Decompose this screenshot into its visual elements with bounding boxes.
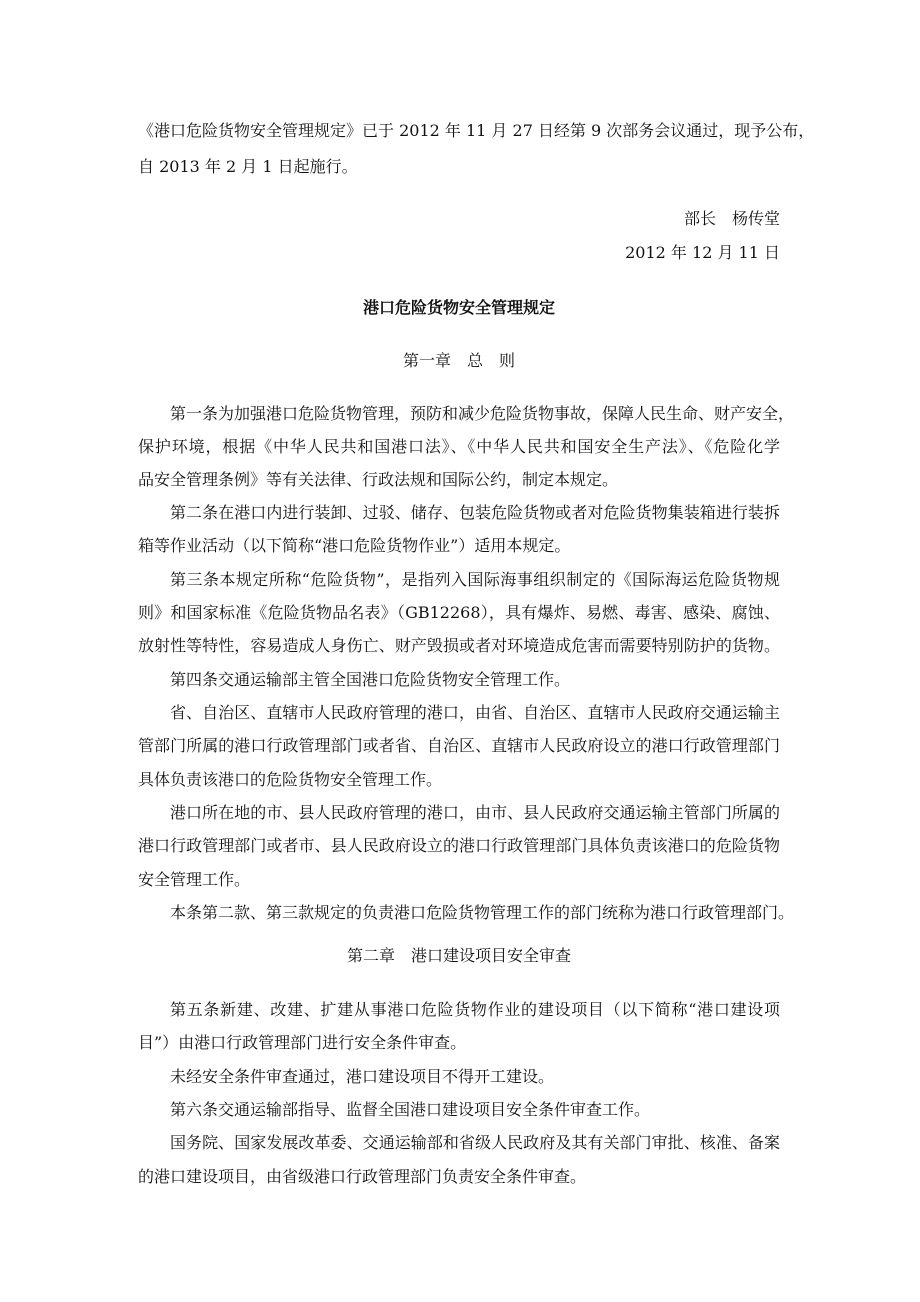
- paragraph-line: 国务院、国家发展改革委、交通运输部和省级人民政府及其有关部门审批、核准、备案: [170, 1133, 780, 1152]
- paragraph-line: 保护环境，根据《中华人民共和国港口法》、《中华人民共和国安全生产法》、《危险化学: [138, 437, 780, 456]
- paragraph-line: 第四条交通运输部主管全国港口危险货物安全管理工作。: [170, 670, 571, 689]
- paragraph-line: 安全管理工作。: [138, 870, 251, 889]
- paragraph-line: 港口行政管理部门或者市、县人民政府设立的港口行政管理部门具体负责该港口的危险货物: [138, 836, 780, 855]
- paragraph-line: 第五条新建、改建、扩建从事港口危险货物作业的建设项目（以下简称“港口建设项: [170, 1000, 780, 1019]
- preamble-line: 《港口危险货物安全管理规定》已于 2012 年 11 月 27 日经第 9 次部务会议通过，现予公布，: [138, 121, 815, 140]
- paragraph-line: 具体负责该港口的危险货物安全管理工作。: [138, 770, 443, 789]
- issue-date: 2012 年 12 月 11 日: [625, 243, 780, 262]
- paragraph-line: 本条第二款、第三款规定的负责港口危险货物管理工作的部门统称为港口行政管理部门。: [170, 903, 795, 922]
- paragraph-line: 管部门所属的港口行政管理部门或者省、自治区、直辖市人民政府设立的港口行政管理部门: [138, 736, 780, 755]
- paragraph-line: 港口所在地的市、县人民政府管理的港口，由市、县人民政府交通运输主管部门所属的: [170, 803, 780, 822]
- paragraph-line: 目”）由港口行政管理部门进行安全条件审查。: [138, 1033, 467, 1052]
- paragraph-line: 第二条在港口内进行装卸、过驳、储存、包装危险货物或者对危险货物集装箱进行装拆: [170, 503, 780, 522]
- preamble-line: 自 2013 年 2 月 1 日起施行。: [138, 157, 358, 176]
- paragraph-line: 品安全管理条例》等有关法律、行政法规和国际公约，制定本规定。: [138, 470, 619, 489]
- paragraph-line: 则》和国家标准《危险货物品名表》（GB12268），具有爆炸、易燃、毒害、感染、腐蚀、: [138, 603, 780, 622]
- chapter-heading: 第二章 港口建设项目安全审查: [346, 946, 571, 965]
- document-title: 港口危险货物安全管理规定: [362, 298, 555, 317]
- paragraph-line: 省、自治区、直辖市人民政府管理的港口，由省、自治区、直辖市人民政府交通运输主: [170, 703, 780, 722]
- paragraph-line: 第一条为加强港口危险货物管理，预防和减少危险货物事故，保障人民生命、财产安全，: [170, 404, 795, 423]
- chapter-heading: 第一章 总 则: [402, 351, 515, 370]
- paragraph-line: 的港口建设项目，由省级港口行政管理部门负责安全条件审查。: [138, 1167, 587, 1186]
- signature: 部长 杨传堂: [683, 209, 780, 228]
- paragraph-line: 未经安全条件审查通过，港口建设项目不得开工建设。: [170, 1067, 555, 1086]
- paragraph-line: 第六条交通运输部指导、监督全国港口建设项目安全条件审查工作。: [170, 1100, 651, 1119]
- paragraph-line: 放射性等特性，容易造成人身伤亡、财产毁损或者对环境造成危害而需要特别防护的货物。: [138, 636, 780, 655]
- paragraph-line: 箱等作业活动（以下简称“港口危险货物作业”）适用本规定。: [138, 536, 571, 555]
- paragraph-line: 第三条本规定所称“危险货物”，是指列入国际海事组织制定的《国际海运危险货物规: [170, 570, 780, 589]
